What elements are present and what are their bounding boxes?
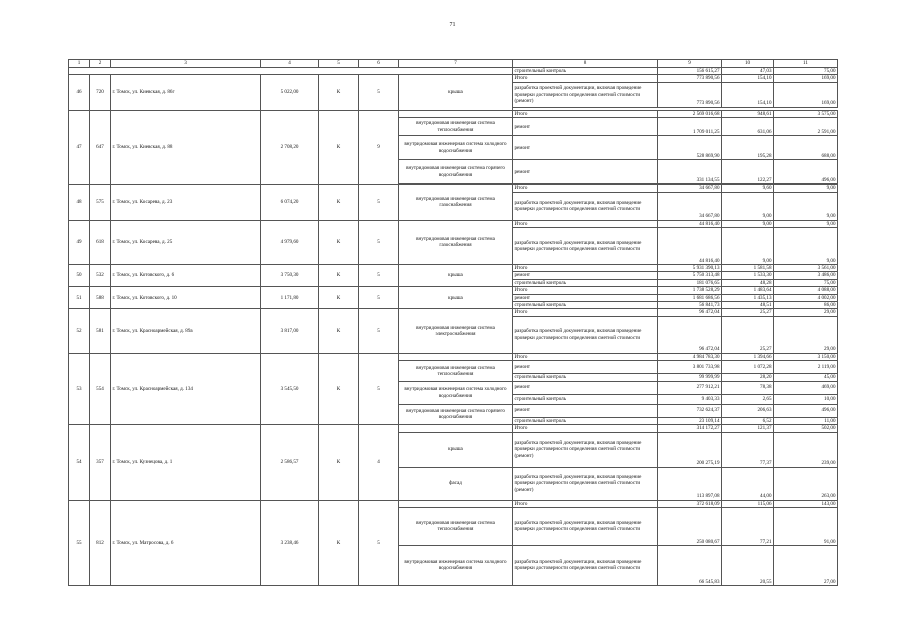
table-cell: ремонт: [513, 294, 658, 301]
table-cell: 250 080,67: [658, 507, 722, 545]
table-cell: К: [319, 110, 359, 184]
table-cell: К: [319, 287, 359, 309]
table-cell: 9 403,33: [658, 394, 722, 404]
table-cell: 200 275,19: [658, 432, 722, 467]
table-cell: 5: [359, 220, 399, 264]
table-cell: 115,06: [722, 500, 774, 507]
table-cell: внутридомовая инженерная система холодного водоснабжения: [399, 381, 513, 404]
table-cell: 6 074,20: [261, 185, 319, 220]
table-cell: 86,00: [774, 302, 838, 309]
table-cell: [69, 68, 513, 75]
header-cell: 2: [90, 60, 111, 68]
table-cell: 6,52: [722, 417, 774, 424]
table-cell: г. Томск, ул. Киевская, д. 86г: [111, 75, 261, 110]
register-table: [68, 59, 838, 586]
table-cell: 631,06: [722, 118, 774, 136]
table-cell: 5 750 313,48: [658, 272, 722, 279]
table-cell: ремонт: [513, 136, 658, 160]
table-cell: г. Томск, ул. Красноармейская, д. 89а: [111, 309, 261, 353]
table-cell: 4 002,00: [774, 294, 838, 301]
table-cell: 372 618,09: [658, 500, 722, 507]
table-cell: [399, 110, 513, 117]
table-cell: строительный контроль: [513, 417, 658, 424]
table-cell: Итого: [513, 287, 658, 294]
table-cell: 5: [359, 353, 399, 424]
table-cell: ремонт: [513, 118, 658, 136]
table-cell: 331 134,55: [658, 160, 722, 184]
table-cell: 5 931 390,13: [658, 265, 722, 272]
table-cell: 1 483,64: [722, 287, 774, 294]
header-cell: 7: [399, 60, 513, 68]
table-cell: 23 109,14: [658, 417, 722, 424]
table-row: [69, 287, 838, 294]
table-row: [69, 309, 838, 316]
table-cell: 263,00: [774, 467, 838, 500]
table-cell: 4 984 783,30: [658, 353, 722, 360]
table-cell: 2,65: [722, 394, 774, 404]
table-cell: строительный контроль: [513, 302, 658, 309]
table-cell: внутридомовая инженерная система горячего водоснабжения: [399, 404, 513, 424]
table-cell: 49: [69, 220, 90, 264]
table-cell: внутридомовая инженерная система теплоснабжения: [399, 507, 513, 545]
table-cell: 9,00: [774, 192, 838, 220]
table-cell: 554: [90, 353, 111, 424]
table-cell: 44 816,40: [658, 220, 722, 227]
table-cell: [399, 500, 513, 507]
table-cell: 34 667,80: [658, 192, 722, 220]
header-cell: 9: [658, 60, 722, 68]
table-cell: К: [319, 425, 359, 500]
table-cell: 5: [359, 75, 399, 110]
table-cell: 5: [359, 309, 399, 353]
table-cell: 3 801 733,98: [658, 361, 722, 374]
table-cell: 5: [359, 287, 399, 309]
table-cell: 2 119,00: [774, 361, 838, 374]
table-cell: г. Томск, ул. Косарева, д. 25: [111, 220, 261, 264]
table-cell: 9,00: [774, 185, 838, 192]
table-cell: 581: [90, 309, 111, 353]
table-cell: 195,28: [722, 136, 774, 160]
table-cell: 48,51: [722, 302, 774, 309]
table-row: [69, 220, 838, 227]
table-cell: 9,60: [722, 185, 774, 192]
table-cell: 948,61: [722, 110, 774, 117]
table-cell: 1 533,30: [722, 272, 774, 279]
table-cell: 3 545,50: [261, 353, 319, 424]
table-row: [69, 500, 838, 507]
table-cell: 1 435,13: [722, 294, 774, 301]
table-cell: внутридомовая инженерная система горячего водоснабжения: [399, 160, 513, 184]
table-body: [69, 60, 838, 586]
table-cell: ремонт: [513, 404, 658, 417]
table-cell: 3 817,00: [261, 309, 319, 353]
register-table-container: [68, 59, 837, 586]
table-cell: К: [319, 265, 359, 287]
table-cell: разработка проектной документации, включая проведение проверки достоверности определения сметной стоимости: [513, 316, 658, 353]
table-cell: 121,37: [722, 425, 774, 432]
table-cell: 588: [90, 287, 111, 309]
table-cell: 618: [90, 220, 111, 264]
table-cell: ремонт: [513, 381, 658, 394]
table-cell: ремонт: [513, 361, 658, 374]
table-cell: 75,00: [774, 279, 838, 286]
table-cell: разработка проектной документации, включая проведение проверки достоверности определения сметной стоимости: [513, 545, 658, 585]
table-cell: 773 890,56: [658, 75, 722, 82]
table-cell: 3 150,00: [774, 353, 838, 360]
table-cell: строительный контроль: [513, 68, 658, 75]
table-cell: внутридомовая инженерная система теплоснабжения: [399, 118, 513, 136]
table-cell: 25,27: [722, 309, 774, 316]
table-cell: 3 750,30: [261, 265, 319, 287]
table-cell: К: [319, 220, 359, 264]
table-cell: 51: [69, 287, 90, 309]
table-cell: крыша: [399, 287, 513, 309]
table-cell: 154,10: [722, 75, 774, 82]
table-cell: 169,00: [774, 82, 838, 107]
table-row: [69, 68, 838, 75]
table-cell: 77,37: [722, 432, 774, 467]
table-cell: К: [319, 353, 359, 424]
table-cell: Итого: [513, 353, 658, 360]
table-cell: 3 238,46: [261, 500, 319, 585]
table-cell: 532: [90, 265, 111, 287]
table-cell: г. Томск, ул. Киевская, д. 88: [111, 110, 261, 184]
table-cell: 29,00: [774, 309, 838, 316]
table-cell: 720: [90, 75, 111, 110]
table-cell: Итого: [513, 110, 658, 117]
table-row: [69, 75, 838, 82]
header-cell: 6: [359, 60, 399, 68]
header-row: [69, 60, 838, 68]
table-cell: 1 709 011,25: [658, 118, 722, 136]
table-cell: 143,00: [774, 500, 838, 507]
table-cell: 469,00: [774, 381, 838, 394]
table-cell: внутридомовая инженерная система электроснабжения: [399, 309, 513, 353]
table-cell: Итого: [513, 75, 658, 82]
table-cell: 44 816,40: [658, 228, 722, 265]
header-cell: 1: [69, 60, 90, 68]
table-cell: 154,10: [722, 82, 774, 107]
table-cell: 9,00: [722, 228, 774, 265]
table-cell: 77,21: [722, 507, 774, 545]
table-cell: 5: [359, 500, 399, 585]
table-cell: 732 624,37: [658, 404, 722, 417]
table-cell: 773 890,56: [658, 82, 722, 107]
table-cell: 29,00: [774, 316, 838, 353]
header-cell: 8: [513, 60, 658, 68]
table-row: [69, 110, 838, 117]
table-cell: К: [319, 500, 359, 585]
table-cell: 2 708,20: [261, 110, 319, 184]
table-cell: Итого: [513, 265, 658, 272]
table-cell: 647: [90, 110, 111, 184]
table-cell: 181 076,65: [658, 279, 722, 286]
table-cell: внутридомовая инженерная система холодного водоснабжения: [399, 136, 513, 160]
table-cell: 99 999,99: [658, 374, 722, 381]
table-cell: 5: [359, 265, 399, 287]
table-cell: г. Томск, ул. Кузнецова, д. 1: [111, 425, 261, 500]
table-cell: 47,03: [722, 68, 774, 75]
table-cell: 688,00: [774, 136, 838, 160]
table-cell: 169,00: [774, 75, 838, 82]
table-cell: 10,00: [774, 394, 838, 404]
table-cell: 2 569 016,68: [658, 110, 722, 117]
table-cell: 528 869,90: [658, 136, 722, 160]
table-cell: 48: [69, 185, 90, 220]
table-cell: крыша: [399, 432, 513, 467]
table-cell: 1 171,80: [261, 287, 319, 309]
table-cell: 50: [69, 265, 90, 287]
table-cell: 54: [69, 425, 90, 500]
table-cell: внутридомовая инженерная система холодного водоснабжения: [399, 545, 513, 585]
table-cell: 78,38: [722, 381, 774, 394]
header-cell: 10: [722, 60, 774, 68]
table-cell: крыша: [399, 75, 513, 110]
table-cell: 9,00: [774, 228, 838, 265]
table-cell: 206,63: [722, 404, 774, 417]
table-cell: 34 667,80: [658, 185, 722, 192]
table-cell: 2 586,57: [261, 425, 319, 500]
table-cell: г. Томск, ул. Красноармейская, д. 134: [111, 353, 261, 424]
table-cell: разработка проектной документации, включая проведение проверки достоверности определения сметной стоимости (ремонт): [513, 82, 658, 107]
table-cell: г. Томск, ул. Матросова, д. 6: [111, 500, 261, 585]
table-cell: 44,00: [722, 467, 774, 500]
table-cell: Итого: [513, 309, 658, 316]
table-cell: разработка проектной документации, включая проведение проверки достоверности определения сметной стоимости: [513, 507, 658, 545]
table-cell: 46: [69, 75, 90, 110]
table-cell: 502,00: [774, 425, 838, 432]
table-cell: 156 615,27: [658, 68, 722, 75]
table-cell: 122,27: [722, 160, 774, 184]
table-cell: 575: [90, 185, 111, 220]
table-cell: Итого: [513, 425, 658, 432]
table-cell: 4 088,00: [774, 287, 838, 294]
table-cell: 53: [69, 353, 90, 424]
table-row: [69, 265, 838, 272]
table-cell: строительный контроль: [513, 374, 658, 381]
table-cell: 1 072,28: [722, 361, 774, 374]
table-row: [69, 353, 838, 360]
table-cell: 357: [90, 425, 111, 500]
table-cell: 239,00: [774, 432, 838, 467]
table-cell: 91,00: [774, 507, 838, 545]
table-cell: 4 979,60: [261, 220, 319, 264]
table-cell: разработка проектной документации, включая проведение проверки достоверности определения сметной стоимости (ремонт): [513, 432, 658, 467]
table-cell: 55: [69, 500, 90, 585]
table-cell: 96 472,04: [658, 316, 722, 353]
table-cell: строительный контроль: [513, 279, 658, 286]
table-cell: 66 545,83: [658, 545, 722, 585]
table-cell: 52: [69, 309, 90, 353]
table-row: [69, 425, 838, 432]
header-cell: 5: [319, 60, 359, 68]
table-cell: 9,00: [774, 220, 838, 227]
table-cell: разработка проектной документации, включая проведение проверки достоверности определения сметной стоимости: [513, 192, 658, 220]
table-cell: 9,00: [722, 192, 774, 220]
table-cell: 28,20: [722, 374, 774, 381]
table-cell: 496,00: [774, 160, 838, 184]
table-cell: г. Томск, ул. Косарева, д. 23: [111, 185, 261, 220]
table-cell: 11,00: [774, 417, 838, 424]
table-cell: 1 581,58: [722, 265, 774, 272]
table-cell: [399, 353, 513, 360]
table-cell: 3 486,00: [774, 272, 838, 279]
table-cell: 812: [90, 500, 111, 585]
table-cell: фасад: [399, 467, 513, 500]
table-cell: внутридомовая инженерная система теплоснабжения: [399, 361, 513, 381]
table-cell: 27,00: [774, 545, 838, 585]
table-cell: 2 591,00: [774, 118, 838, 136]
table-cell: 56 841,73: [658, 302, 722, 309]
table-cell: 1 738 528,29: [658, 287, 722, 294]
table-cell: 3 561,00: [774, 265, 838, 272]
table-cell: 9,00: [722, 220, 774, 227]
table-cell: 47: [69, 110, 90, 184]
table-cell: 1 394,66: [722, 353, 774, 360]
header-cell: 4: [261, 60, 319, 68]
table-cell: К: [319, 185, 359, 220]
table-cell: ремонт: [513, 272, 658, 279]
table-cell: разработка проектной документации, включая проведение проверки достоверности определения сметной стоимости (ремонт): [513, 467, 658, 500]
table-cell: 5 022,00: [261, 75, 319, 110]
header-cell: 11: [774, 60, 838, 68]
table-cell: 4: [359, 425, 399, 500]
table-cell: г. Томск, ул. Котовского, д. 10: [111, 287, 261, 309]
page-number: 71: [449, 22, 456, 28]
table-cell: К: [319, 309, 359, 353]
table-cell: внутридомовая инженерная система газоснабжения: [399, 185, 513, 220]
table-cell: 5: [359, 185, 399, 220]
table-cell: 48,28: [722, 279, 774, 286]
table-row: [69, 185, 838, 192]
table-cell: 3 575,00: [774, 110, 838, 117]
table-cell: 496,00: [774, 404, 838, 417]
table-cell: Итого: [513, 220, 658, 227]
table-cell: 45,00: [774, 374, 838, 381]
table-cell: 9: [359, 110, 399, 184]
table-cell: строительный контроль: [513, 394, 658, 404]
table-cell: 113 897,08: [658, 467, 722, 500]
table-cell: г. Томск, ул. Котовского, д. 6: [111, 265, 261, 287]
table-cell: Итого: [513, 185, 658, 192]
table-cell: К: [319, 75, 359, 110]
table-cell: [399, 425, 513, 432]
table-cell: 96 472,04: [658, 309, 722, 316]
table-cell: Итого: [513, 500, 658, 507]
table-cell: 314 172,27: [658, 425, 722, 432]
table-cell: 1 681 686,56: [658, 294, 722, 301]
table-cell: 20,55: [722, 545, 774, 585]
table-cell: 25,27: [722, 316, 774, 353]
table-cell: крыша: [399, 265, 513, 287]
table-cell: ремонт: [513, 160, 658, 184]
header-cell: 3: [111, 60, 261, 68]
table-cell: 75,00: [774, 68, 838, 75]
table-cell: внутридомовая инженерная система газоснабжения: [399, 220, 513, 264]
table-cell: 277 912,21: [658, 381, 722, 394]
table-cell: разработка проектной документации, включая проведение проверки достоверности определения сметной стоимости: [513, 228, 658, 265]
